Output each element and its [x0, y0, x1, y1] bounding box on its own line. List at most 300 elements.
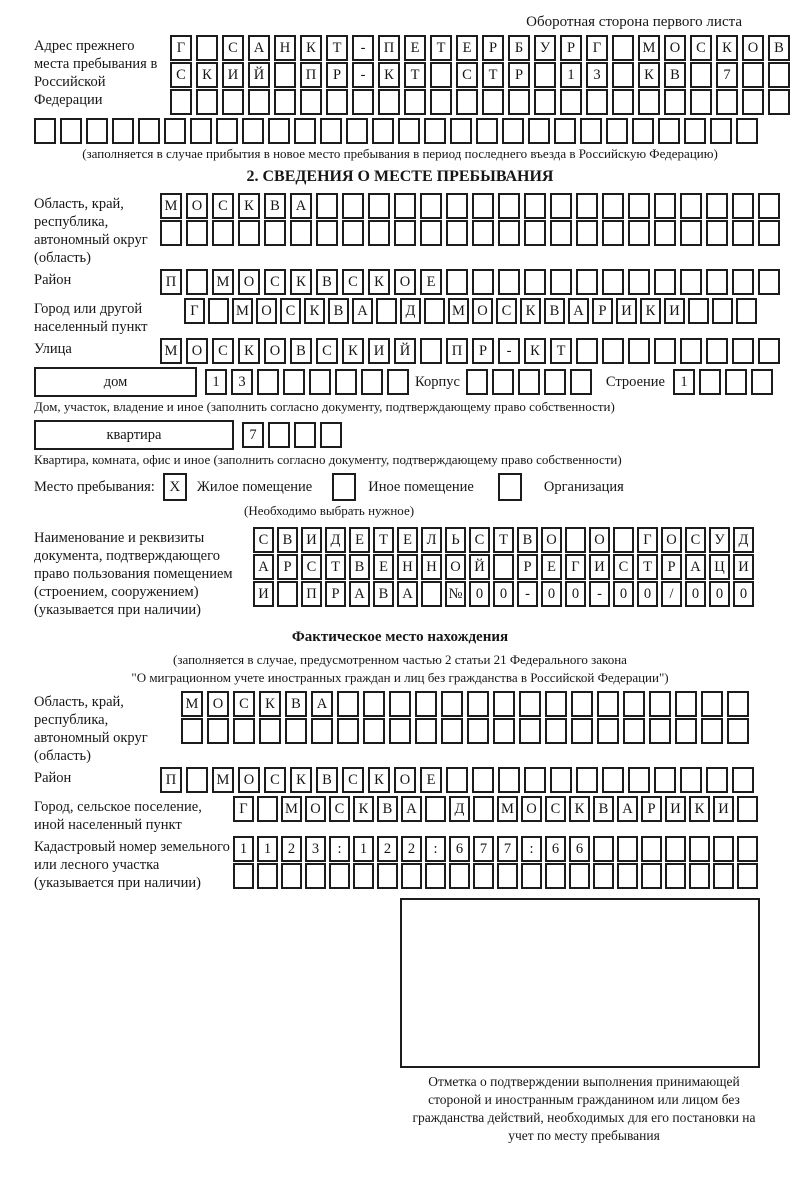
char-cell: О [186, 193, 208, 219]
char-cell: Р [592, 298, 613, 324]
char-cell [425, 796, 446, 822]
char-cell: В [264, 193, 286, 219]
char-cell [257, 369, 279, 395]
char-cell: В [277, 527, 298, 553]
fact-city-label: Город, сельское поселение, иной населенный пункт [34, 799, 202, 833]
char-cell: С [329, 796, 350, 822]
char-cell: Г [184, 298, 205, 324]
char-cell: У [709, 527, 730, 553]
char-cell [701, 718, 723, 744]
fact-caption-line1: (заполняется в случае, предусмотренном частью 2 статьи 21 Федерального закона [173, 652, 627, 667]
prev-address-cellgroup [170, 35, 794, 116]
char-cell: Р [661, 554, 682, 580]
char-cell [758, 193, 780, 219]
char-cell [320, 118, 342, 144]
char-cell: В [593, 796, 614, 822]
stay-checkbox-other [332, 473, 356, 501]
char-cell [524, 193, 546, 219]
char-cell: 2 [377, 836, 398, 862]
char-cell: Р [326, 62, 348, 88]
char-cell [420, 193, 442, 219]
char-cell [309, 369, 331, 395]
char-cell [160, 220, 182, 246]
char-cell: 0 [469, 581, 490, 607]
char-cell [713, 863, 734, 889]
char-cell: К [300, 35, 322, 61]
fact-city-block [34, 796, 766, 834]
char-cell: М [497, 796, 518, 822]
char-cell: С [212, 338, 234, 364]
char-cell: - [517, 581, 538, 607]
char-cell: С [316, 338, 338, 364]
char-cell [233, 718, 255, 744]
region-label: Область, край, республика, автономный округ (область) [34, 196, 148, 266]
apartment-label-box: квартира [34, 420, 234, 450]
char-cell: К [196, 62, 218, 88]
char-cell [450, 118, 472, 144]
char-cell [498, 193, 520, 219]
char-cell [208, 298, 229, 324]
char-cell [602, 269, 624, 295]
char-cell: В [664, 62, 686, 88]
char-cell: А [568, 298, 589, 324]
char-cell: С [469, 527, 490, 553]
char-cell: 1 [257, 836, 278, 862]
char-cell [654, 338, 676, 364]
district-block [34, 269, 766, 296]
char-cell: К [520, 298, 541, 324]
char-cell [473, 863, 494, 889]
fact-title: Фактическое место нахождения [291, 629, 509, 645]
char-cell [528, 118, 550, 144]
char-cell: О [238, 269, 260, 295]
char-cell [420, 338, 442, 364]
char-cell: В [377, 796, 398, 822]
char-cell: Д [449, 796, 470, 822]
char-cell: К [353, 796, 374, 822]
stamp-box [400, 898, 760, 1068]
char-cell: 3 [305, 836, 326, 862]
char-cell: : [329, 836, 350, 862]
char-cell [680, 193, 702, 219]
char-cell: А [349, 581, 370, 607]
char-cell [699, 369, 721, 395]
char-cell [346, 118, 368, 144]
char-cell [430, 62, 452, 88]
char-cell [352, 89, 374, 115]
stay-option-other-label: Иное помещение [368, 478, 474, 495]
char-cell: С [342, 767, 364, 793]
cadastre-row-2 [233, 863, 761, 889]
char-cell [706, 193, 728, 219]
char-cell [274, 89, 296, 115]
char-cell [680, 338, 702, 364]
char-cell [571, 718, 593, 744]
char-cell: Н [274, 35, 296, 61]
char-cell [294, 422, 316, 448]
char-cell [597, 691, 619, 717]
char-cell [401, 863, 422, 889]
char-cell: Е [420, 767, 442, 793]
char-cell [680, 220, 702, 246]
char-cell [706, 269, 728, 295]
char-cell: К [368, 269, 390, 295]
city-label: Город или другой населенный пункт [34, 301, 148, 335]
char-cell: Е [373, 554, 394, 580]
char-cell: О [445, 554, 466, 580]
char-cell [737, 796, 758, 822]
char-cell: Ь [445, 527, 466, 553]
char-cell [664, 89, 686, 115]
char-cell [713, 836, 734, 862]
char-cell [415, 691, 437, 717]
char-cell: С [545, 796, 566, 822]
char-cell [398, 118, 420, 144]
char-cell: 6 [449, 836, 470, 862]
char-cell [216, 118, 238, 144]
char-cell [196, 35, 218, 61]
char-cell: 0 [565, 581, 586, 607]
district-cells [160, 269, 784, 295]
char-cell [518, 369, 540, 395]
char-cell [576, 338, 598, 364]
char-cell [545, 718, 567, 744]
char-cell [376, 298, 397, 324]
stay-option-residential-label: Жилое помещение [196, 478, 313, 495]
stamp-caption: Отметка о подтверждении выполнения принимающей стороной и иностранным гражданином или лицом без гражданства действий, необходимых для его постановки на учет по месту пребывания [412, 1074, 756, 1143]
char-cell: В [768, 35, 790, 61]
char-cell: 0 [709, 581, 730, 607]
char-cell [602, 338, 624, 364]
char-cell [181, 718, 203, 744]
char-cell [550, 269, 572, 295]
char-cell: Р [325, 581, 346, 607]
char-cell [268, 422, 290, 448]
char-cell: 0 [733, 581, 754, 607]
char-cell: Й [394, 338, 416, 364]
header-note: Оборотная сторона первого листа [526, 14, 742, 30]
char-cell: К [368, 767, 390, 793]
char-cell: С [613, 554, 634, 580]
char-cell [544, 369, 566, 395]
street-cells [160, 338, 784, 364]
char-cell [472, 767, 494, 793]
char-cell [164, 118, 186, 144]
char-cell: А [617, 796, 638, 822]
char-cell [415, 718, 437, 744]
char-cell [680, 767, 702, 793]
char-cell [138, 118, 160, 144]
char-cell: - [498, 338, 520, 364]
char-cell [706, 338, 728, 364]
char-cell [712, 298, 733, 324]
char-cell [493, 554, 514, 580]
char-cell [665, 863, 686, 889]
char-cell [576, 220, 598, 246]
char-cell [732, 767, 754, 793]
char-cell [259, 718, 281, 744]
char-cell [736, 118, 758, 144]
char-cell: К [524, 338, 546, 364]
char-cell [613, 527, 634, 553]
char-cell: Е [420, 269, 442, 295]
char-cell [342, 220, 364, 246]
fact-district-label: Район [34, 770, 72, 786]
char-cell: 6 [545, 836, 566, 862]
char-cell [689, 863, 710, 889]
apartment-row [34, 420, 766, 450]
char-cell [768, 62, 790, 88]
char-cell [34, 118, 56, 144]
char-cell: В [285, 691, 307, 717]
char-cell [283, 369, 305, 395]
char-cell [257, 796, 278, 822]
char-cell [502, 118, 524, 144]
char-cell: В [517, 527, 538, 553]
char-cell: Е [456, 35, 478, 61]
char-cell: Д [400, 298, 421, 324]
char-cell [576, 193, 598, 219]
char-cell [424, 298, 445, 324]
char-cell [377, 863, 398, 889]
char-cell [690, 89, 712, 115]
char-cell: 0 [613, 581, 634, 607]
char-cell: 1 [673, 369, 695, 395]
char-cell [430, 89, 452, 115]
char-cell: Б [508, 35, 530, 61]
char-cell [472, 220, 494, 246]
korpus-cells [466, 369, 596, 395]
char-cell: Д [733, 527, 754, 553]
char-cell: А [685, 554, 706, 580]
char-cell [736, 298, 757, 324]
prev-address-caption: (заполняется в случае прибытия в новое место пребывания в период последнего въезда в Российскую Федерацию) [82, 146, 718, 161]
apartment-caption: Квартира, комната, офис и иное (заполнить согласно документу, подтверждающему право собственности) [34, 452, 622, 467]
char-cell [233, 863, 254, 889]
char-cell: В [373, 581, 394, 607]
char-cell: 0 [493, 581, 514, 607]
char-cell: С [233, 691, 255, 717]
char-cell: Г [586, 35, 608, 61]
char-cell: Й [248, 62, 270, 88]
house-row [34, 367, 766, 397]
char-cell [446, 767, 468, 793]
char-cell: И [222, 62, 244, 88]
char-cell: П [160, 767, 182, 793]
char-cell: В [316, 269, 338, 295]
char-cell: Р [508, 62, 530, 88]
char-cell: 3 [231, 369, 253, 395]
char-cell: В [328, 298, 349, 324]
char-cell [606, 118, 628, 144]
street-label: Улица [34, 341, 72, 357]
region-row-1 [160, 193, 784, 219]
char-cell [387, 369, 409, 395]
char-cell: А [248, 35, 270, 61]
char-cell [335, 369, 357, 395]
char-cell: Е [349, 527, 370, 553]
char-cell [758, 338, 780, 364]
char-cell [612, 89, 634, 115]
char-cell: К [238, 338, 260, 364]
char-cell [737, 863, 758, 889]
region-block [34, 193, 766, 267]
stay-type-hint: (Необходимо выбрать нужное) [244, 503, 415, 518]
stay-checkbox-organization [498, 473, 522, 501]
char-cell [389, 718, 411, 744]
char-cell: В [316, 767, 338, 793]
char-cell [378, 89, 400, 115]
char-cell: А [397, 581, 418, 607]
char-cell [329, 863, 350, 889]
char-cell: В [544, 298, 565, 324]
char-cell [394, 220, 416, 246]
char-cell: Е [541, 554, 562, 580]
house-caption: Дом, участок, владение и иное (заполнить согласно документу, подтверждающему право собственности) [34, 399, 615, 414]
char-cell [473, 796, 494, 822]
char-cell: Т [325, 554, 346, 580]
char-cell [550, 220, 572, 246]
char-cell [300, 89, 322, 115]
prev-address-block [34, 35, 784, 116]
char-cell [732, 193, 754, 219]
char-cell [571, 691, 593, 717]
char-cell: 7 [242, 422, 264, 448]
char-cell: П [160, 269, 182, 295]
char-cell [758, 220, 780, 246]
char-cell [424, 118, 446, 144]
char-cell [363, 718, 385, 744]
char-cell: К [716, 35, 738, 61]
char-cell: К [290, 269, 312, 295]
char-cell: И [589, 554, 610, 580]
char-cell: 0 [685, 581, 706, 607]
char-cell: К [304, 298, 325, 324]
char-cell [565, 527, 586, 553]
char-cell [212, 220, 234, 246]
char-cell [534, 62, 556, 88]
char-cell [337, 691, 359, 717]
stay-type-row [34, 473, 766, 501]
prev-address-row-1 [170, 35, 794, 61]
char-cell [190, 118, 212, 144]
char-cell: О [472, 298, 493, 324]
char-cell [602, 193, 624, 219]
char-cell: И [301, 527, 322, 553]
char-cell: 7 [497, 836, 518, 862]
stamp-area [400, 898, 768, 1145]
char-cell [476, 118, 498, 144]
char-cell: № [445, 581, 466, 607]
char-cell [472, 269, 494, 295]
char-cell: М [160, 338, 182, 364]
char-cell: Т [493, 527, 514, 553]
fact-city-cells [233, 796, 761, 822]
char-cell: С [496, 298, 517, 324]
char-cell [690, 62, 712, 88]
city-block [34, 298, 766, 336]
char-cell [186, 767, 208, 793]
char-cell [758, 269, 780, 295]
stay-option-organization-label: Организация [543, 478, 624, 495]
char-cell [617, 863, 638, 889]
char-cell [632, 118, 654, 144]
char-cell [186, 220, 208, 246]
char-cell [294, 118, 316, 144]
char-cell: У [534, 35, 556, 61]
char-cell [316, 193, 338, 219]
char-cell [320, 422, 342, 448]
char-cell [316, 220, 338, 246]
char-cell: К [378, 62, 400, 88]
char-cell [404, 89, 426, 115]
char-cell: О [256, 298, 277, 324]
char-cell: Г [233, 796, 254, 822]
char-cell [264, 220, 286, 246]
char-cell [196, 89, 218, 115]
char-cell [521, 863, 542, 889]
cadastre-row-1 [233, 836, 761, 862]
char-cell: И [713, 796, 734, 822]
char-cell: Р [277, 554, 298, 580]
char-cell: 0 [541, 581, 562, 607]
char-cell [768, 89, 790, 115]
char-cell: С [170, 62, 192, 88]
char-cell [493, 691, 515, 717]
char-cell [727, 691, 749, 717]
char-cell [498, 220, 520, 246]
char-cell: М [212, 269, 234, 295]
char-cell: Г [565, 554, 586, 580]
char-cell: О [742, 35, 764, 61]
char-cell [716, 89, 738, 115]
char-cell [706, 767, 728, 793]
char-cell [449, 863, 470, 889]
prev-address-row-4 [34, 118, 766, 144]
char-cell [649, 691, 671, 717]
char-cell [545, 691, 567, 717]
doc-row-2 [253, 554, 757, 580]
char-cell: Р [517, 554, 538, 580]
char-cell [654, 269, 676, 295]
char-cell: Г [170, 35, 192, 61]
char-cell: А [352, 298, 373, 324]
char-cell [623, 718, 645, 744]
char-cell [628, 338, 650, 364]
char-cell [732, 220, 754, 246]
char-cell [305, 863, 326, 889]
char-cell [570, 369, 592, 395]
char-cell [342, 193, 364, 219]
char-cell [737, 836, 758, 862]
char-cell: К [290, 767, 312, 793]
char-cell: М [638, 35, 660, 61]
doc-block [34, 527, 766, 619]
char-cell [326, 89, 348, 115]
char-cell [628, 220, 650, 246]
char-cell [545, 863, 566, 889]
char-cell [612, 62, 634, 88]
char-cell [222, 89, 244, 115]
char-cell: О [238, 767, 260, 793]
char-cell [732, 269, 754, 295]
char-cell [353, 863, 374, 889]
char-cell: П [446, 338, 468, 364]
char-cell: П [300, 62, 322, 88]
char-cell [654, 193, 676, 219]
char-cell: С [264, 767, 286, 793]
char-cell [742, 62, 764, 88]
